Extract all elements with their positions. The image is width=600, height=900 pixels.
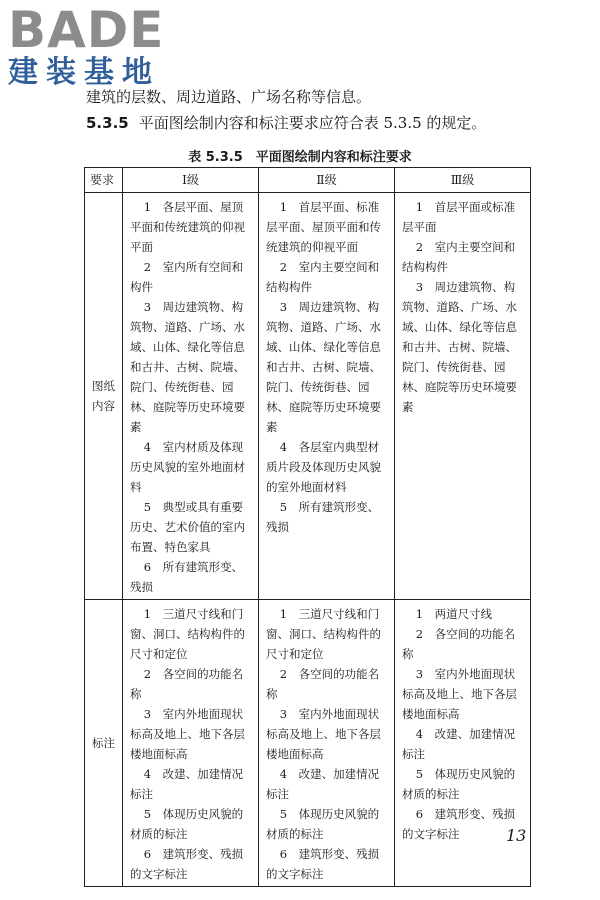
cell-level-2 [259, 193, 395, 600]
logo-subtitle: 建装基地 [8, 55, 160, 90]
list-item: 2 各空间的功能名称 [266, 667, 380, 701]
list-item: 3 室内外地面现状标高及地上、地下各层楼地面标高 [266, 707, 381, 761]
list-item: 1 三道尺寸线和门窗、洞口、结构构件的尺寸和定位 [130, 607, 245, 661]
list-item: 2 各空间的功能名称 [130, 667, 244, 701]
cell-level-3 [395, 193, 531, 600]
list-item: 1 三道尺寸线和门窗、洞口、结构构件的尺寸和定位 [266, 607, 381, 661]
cell-level-1 [123, 193, 259, 600]
header-level-2: Ⅱ级 [259, 168, 395, 193]
header-level-3: Ⅲ级 [395, 168, 531, 193]
list-item: 4 改建、加建情况标注 [266, 767, 380, 801]
list-item: 5 体现历史风貌的材质的标注 [402, 767, 516, 801]
table-caption: 表 5.3.5 平面图绘制内容和标注要求 [188, 150, 412, 165]
watermark-logo [8, 1, 165, 90]
list-item: 3 周边建筑物、构筑物、道路、广场、水域、山体、绿化等信息和古井、古树、院墙、院门、传统街巷、园林、庭院等历史环境要素 [402, 280, 517, 414]
list-item: 6 建筑形变、残损的文字标注 [130, 847, 244, 881]
clause-5-3-5 [86, 112, 486, 134]
cell-level-2 [259, 600, 395, 887]
list-item: 2 各空间的功能名称 [402, 627, 516, 661]
cell-level-1 [123, 600, 259, 887]
list-item: 2 室内主要空间和结构构件 [402, 240, 516, 274]
list-item: 1 两道尺寸线 [415, 607, 493, 621]
page-number: 13 [506, 826, 527, 845]
list-item: 4 各层室内典型材质片段及体现历史风貌的室外地面材料 [266, 440, 381, 494]
table-row-drawing-content [85, 193, 531, 600]
header-level-1: Ⅰ级 [123, 168, 259, 193]
list-item: 6 建筑形变、残损的文字标注 [402, 807, 516, 841]
list-item: 4 改建、加建情况标注 [130, 767, 244, 801]
list-item: 5 体现历史风貌的材质的标注 [266, 807, 380, 841]
row-label: 标注 [85, 600, 123, 887]
list-item: 6 所有建筑形变、残损 [130, 560, 244, 594]
table-row-annotation [85, 600, 531, 887]
list-item: 1 各层平面、屋顶平面和传统建筑的仰视平面 [130, 200, 245, 254]
clause-number: 5.3.5 [86, 114, 129, 132]
list-item: 3 周边建筑物、构筑物、道路、广场、水域、山体、绿化等信息和古井、古树、院墙、院门、传统街巷、园林、庭院等历史环境要素 [130, 300, 245, 434]
logo-wordmark: BADE [8, 1, 165, 59]
row-label: 图纸内容 [85, 193, 123, 600]
list-item: 5 体现历史风貌的材质的标注 [130, 807, 244, 841]
requirements-table [84, 167, 531, 887]
list-item: 4 改建、加建情况标注 [402, 727, 516, 761]
list-item: 1 首层平面或标准层平面 [402, 200, 516, 234]
list-item: 2 室内所有空间和构件 [130, 260, 244, 294]
list-item: 2 室内主要空间和结构构件 [266, 260, 380, 294]
list-item: 3 室内外地面现状标高及地上、地下各层楼地面标高 [130, 707, 245, 761]
list-item: 6 建筑形变、残损的文字标注 [266, 847, 380, 881]
list-item: 1 首层平面、标准层平面、屋顶平面和传统建筑的仰视平面 [266, 200, 381, 254]
header-requirement: 要求 [85, 168, 123, 193]
list-item: 4 室内材质及体现历史风貌的室外地面材料 [130, 440, 245, 494]
list-item: 3 周边建筑物、构筑物、道路、广场、水域、山体、绿化等信息和古井、古树、院墙、院门、传统街巷、园林、庭院等历史环境要素 [266, 300, 381, 434]
intro-paragraph: 建筑的层数、周边道路、广场名称等信息。 [86, 88, 372, 106]
clause-text: 平面图绘制内容和标注要求应符合表 5.3.5 的规定。 [138, 114, 487, 132]
list-item: 5 所有建筑形变、残损 [266, 500, 380, 534]
table-header-row [85, 168, 531, 193]
list-item: 5 典型或具有重要历史、艺术价值的室内布置、特色家具 [130, 500, 245, 554]
list-item: 3 室内外地面现状标高及地上、地下各层楼地面标高 [402, 667, 517, 721]
